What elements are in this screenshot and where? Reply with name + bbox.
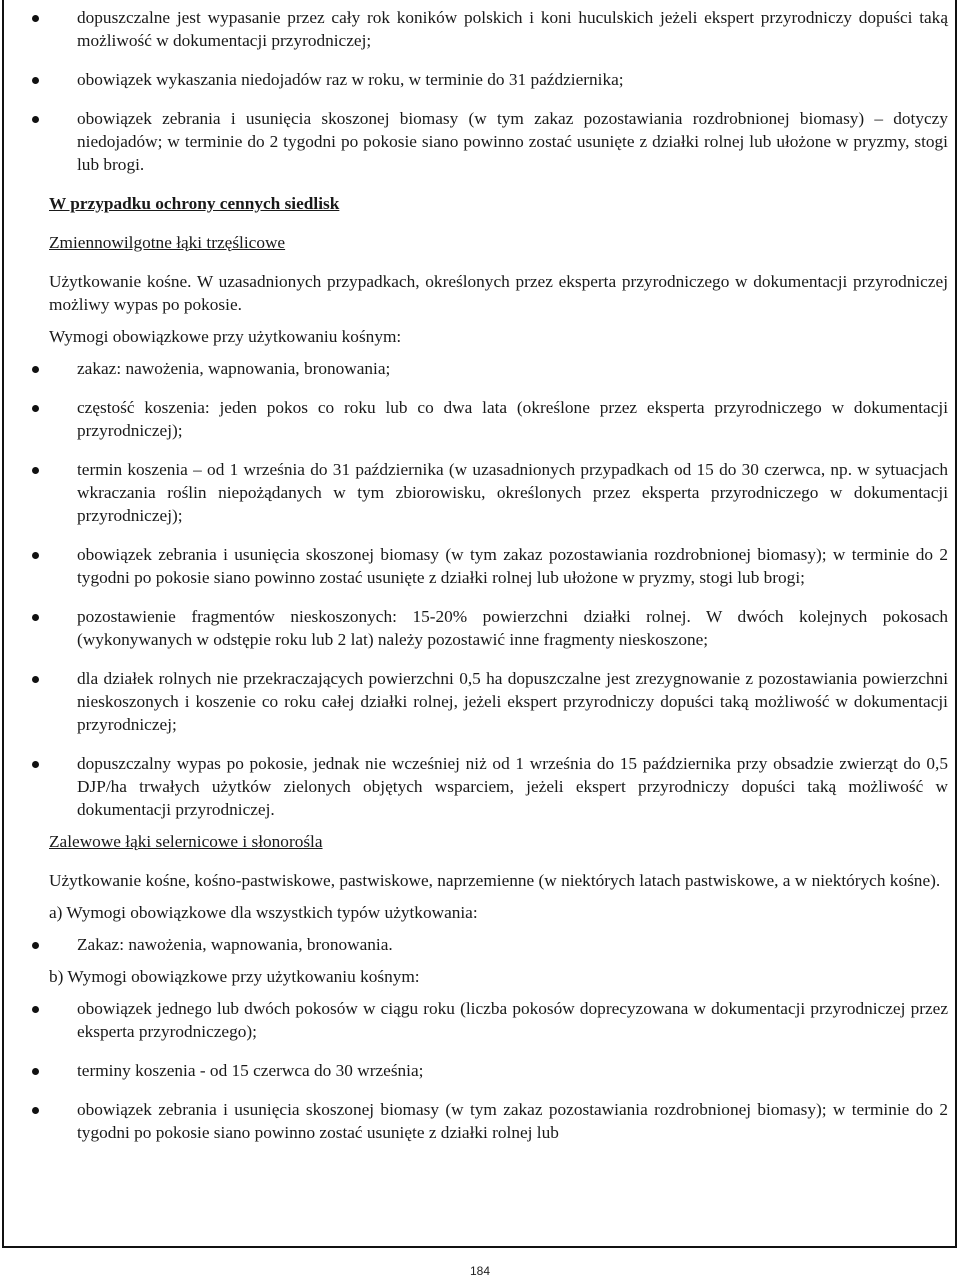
top-bullet-list [49,6,948,176]
list-item: obowiązek jednego lub dwóch pokosów w ciągu roku (liczba pokosów doprecyzowana w dokumentacji przyrodniczej przez eksperta przyrodniczego); [49,997,948,1043]
habitat1-requirements-list [49,357,948,821]
list-item: obowiązek wykaszania niedojadów raz w roku, w terminie do 31 października; [49,68,948,91]
page-number: 184 [469,1264,491,1278]
habitat-usage: Użytkowanie kośne, kośno-pastwiskowe, pastwiskowe, naprzemienne (w niektórych latach pastwiskowe, a w niektórych kośne). [49,871,941,890]
bullet-icon [32,1006,39,1013]
list-item: dla działek rolnych nie przekraczających powierzchni 0,5 ha dopuszczalne jest zrezygnowanie z pozostawiania powierzchni nieskoszonych i koszenie co roku całej działki rolnej, jeżeli ekspert przyrodniczy dopuści taką możliwość w dokumentacji przyrodniczej; [49,667,948,736]
bullet-icon [32,467,39,474]
list-item: obowiązek zebrania i usunięcia skoszonej biomasy (w tym zakaz pozostawiania rozdrobnionej biomasy); w terminie do 2 tygodni po pokosie siano powinno zostać usunięte z działki rolnej lub ułożone w pryzmy, stogi lub brogi; [49,543,948,589]
bullet-icon [32,77,39,84]
list-item: terminy koszenia - od 15 czerwca do 30 września; [49,1059,948,1082]
bullet-icon [32,1107,39,1114]
bullet-icon [32,366,39,373]
page-border-right [955,0,957,1248]
page-border-bottom [2,1246,957,1248]
bullet-icon [32,15,39,22]
document-content [49,6,948,1144]
list-item: Zakaz: nawożenia, wapnowania, bronowania. [49,933,948,956]
list-item: pozostawienie fragmentów nieskoszonych: 15-20% powierzchni działki rolnej. W dwóch kolejnych pokosach (wykonywanych w odstępie roku lub 2 lat) należy pozostawić inne fragmenty nieskoszone; [49,605,948,651]
bullet-icon [32,942,39,949]
habitat-title: Zmiennowilgotne łąki trzęślicowe [49,233,286,252]
list-item: dopuszczalny wypas po pokosie, jednak nie wcześniej niż od 1 września do 15 października przy obsadzie zwierząt do 0,5 DJP/ha trwałych użytków zielonych objętych wsparciem, jeżeli ekspert przyrodniczy dopuści taką możliwość w dokumentacji przyrodniczej. [49,752,948,821]
bullet-icon [32,405,39,412]
bullet-icon [32,552,39,559]
list-item: dopuszczalne jest wypasanie przez cały rok koników polskich i koni huculskich jeżeli ekspert przyrodniczy dopuści taką możliwość w dokumentacji przyrodniczej; [49,6,948,52]
habitat2-requirements-b-list [49,997,948,1144]
list-item: obowiązek zebrania i usunięcia skoszonej biomasy (w tym zakaz pozostawiania rozdrobnionej biomasy); w terminie do 2 tygodni po pokosie siano powinno zostać usunięte z działki rolnej lub [49,1098,948,1144]
requirements-intro-a: a) Wymogi obowiązkowe dla wszystkich typów użytkowania: [49,903,478,922]
list-item: częstość koszenia: jeden pokos co roku lub co dwa lata (określone przez eksperta przyrodniczego w dokumentacji przyrodniczej); [49,396,948,442]
bullet-icon [32,116,39,123]
bullet-icon [32,761,39,768]
requirements-intro: Wymogi obowiązkowe przy użytkowaniu kośnym: [49,327,402,346]
list-item: obowiązek zebrania i usunięcia skoszonej biomasy (w tym zakaz pozostawiania rozdrobnionej biomasy) – dotyczy niedojadów; w terminie do 2 tygodni po pokosie siano powinno zostać usunięte z działki rolnej lub ułożone w pryzmy, stogi lub brogi. [49,107,948,176]
bullet-icon [32,614,39,621]
list-item: termin koszenia – od 1 września do 31 października (w uzasadnionych przypadkach od 15 do 30 czerwca, np. w sytuacjach wkraczania roślin niepożądanych w tym zbiorowisku, określonych przez eksperta przyrodniczego w dokumentacji przyrodniczej); [49,458,948,527]
requirements-intro-b: b) Wymogi obowiązkowe przy użytkowaniu kośnym: [49,967,420,986]
page-border-left [2,0,4,1248]
bullet-icon [32,676,39,683]
section-heading: W przypadku ochrony cennych siedlisk [49,194,340,213]
habitat-title: Zalewowe łąki selernicowe i słonorośla [49,832,323,851]
habitat-usage: Użytkowanie kośne. W uzasadnionych przypadkach, określonych przez eksperta przyrodniczego w dokumentacji przyrodniczej możliwy wypas po pokosie. [49,272,948,314]
bullet-icon [32,1068,39,1075]
list-item: zakaz: nawożenia, wapnowania, bronowania; [49,357,948,380]
habitat2-requirements-a-list [49,933,948,956]
